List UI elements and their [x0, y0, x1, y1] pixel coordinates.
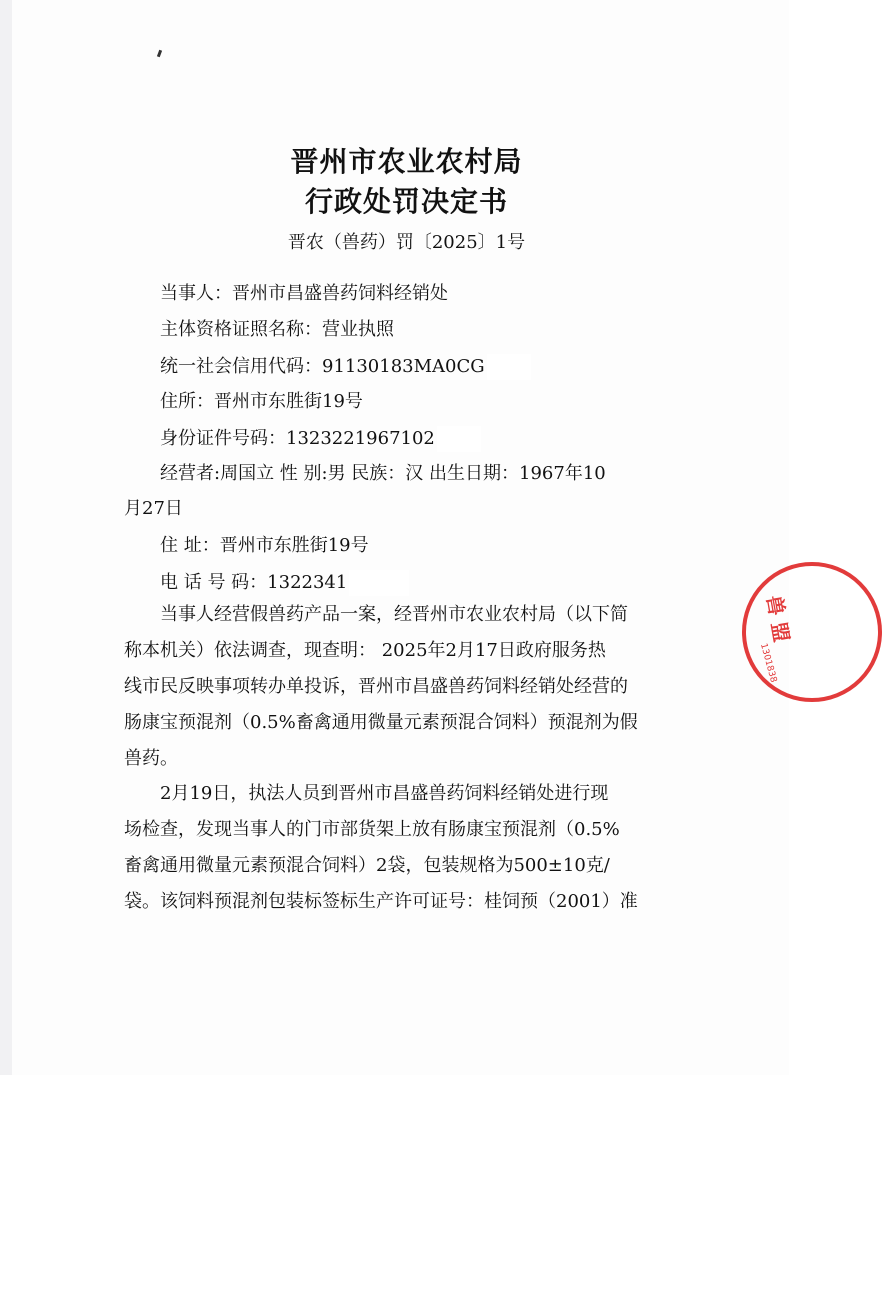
doc-title: 行政处罚决定书 — [304, 185, 508, 218]
seal-text: 兽 盟 — [762, 593, 794, 644]
body-paragraph-line: 袋。该饲料预混剂包装标签标生产许可证号：桂饲预（2001）准 — [124, 891, 638, 912]
body-paragraph-line: 场检查，发现当事人的门市部货架上放有肠康宝预混剂（0.5% — [124, 819, 620, 840]
id-number-line: 身份证件号码：1323221967102 — [160, 426, 481, 452]
birth-date-line: 月27日 — [124, 498, 183, 519]
body-paragraph-line: 称本机关）依法调查，现查明： 2025年2月17日政府服务热 — [124, 640, 606, 661]
body-paragraph-line: 畜禽通用微量元素预混合饲料）2袋，包装规格为500±10克/ — [124, 855, 610, 876]
seal-number: 1301838 — [758, 642, 779, 684]
org-title: 晋州市农业农村局 — [290, 145, 523, 178]
redaction-box — [349, 570, 409, 596]
residence-line: 住 址：晋州市东胜街19号 — [160, 535, 369, 556]
body-paragraph-line: 当事人经营假兽药产品一案，经晋州市农业农村局（以下简 — [160, 604, 628, 625]
license-line: 主体资格证照名称：营业执照 — [160, 319, 394, 340]
address-line: 住所：晋州市东胜街19号 — [160, 391, 363, 412]
scan-speck — [157, 50, 162, 58]
doc-number: 晋农（兽药）罚〔2025〕1号 — [287, 232, 526, 253]
redaction-box — [487, 354, 531, 380]
body-paragraph-line: 兽药。 — [124, 748, 178, 769]
party-line: 当事人：晋州市昌盛兽药饲料经销处 — [160, 283, 448, 304]
redaction-box — [437, 426, 481, 452]
operator-line: 经营者:周国立 性 别:男 民族：汉 出生日期：1967年10 — [160, 463, 606, 484]
body-paragraph-line: 线市民反映事项转办单投诉，晋州市昌盛兽药饲料经销处经营的 — [124, 676, 628, 697]
phone-line: 电 话 号 码：1322341 — [160, 570, 409, 596]
body-paragraph-line: 肠康宝预混剂（0.5%畜禽通用微量元素预混合饲料）预混剂为假 — [124, 712, 638, 733]
credit-code-line: 统一社会信用代码：91130183MA0CG — [160, 354, 531, 380]
official-seal — [742, 562, 882, 702]
body-paragraph-line: 2月19日，执法人员到晋州市昌盛兽药饲料经销处进行现 — [160, 783, 609, 804]
